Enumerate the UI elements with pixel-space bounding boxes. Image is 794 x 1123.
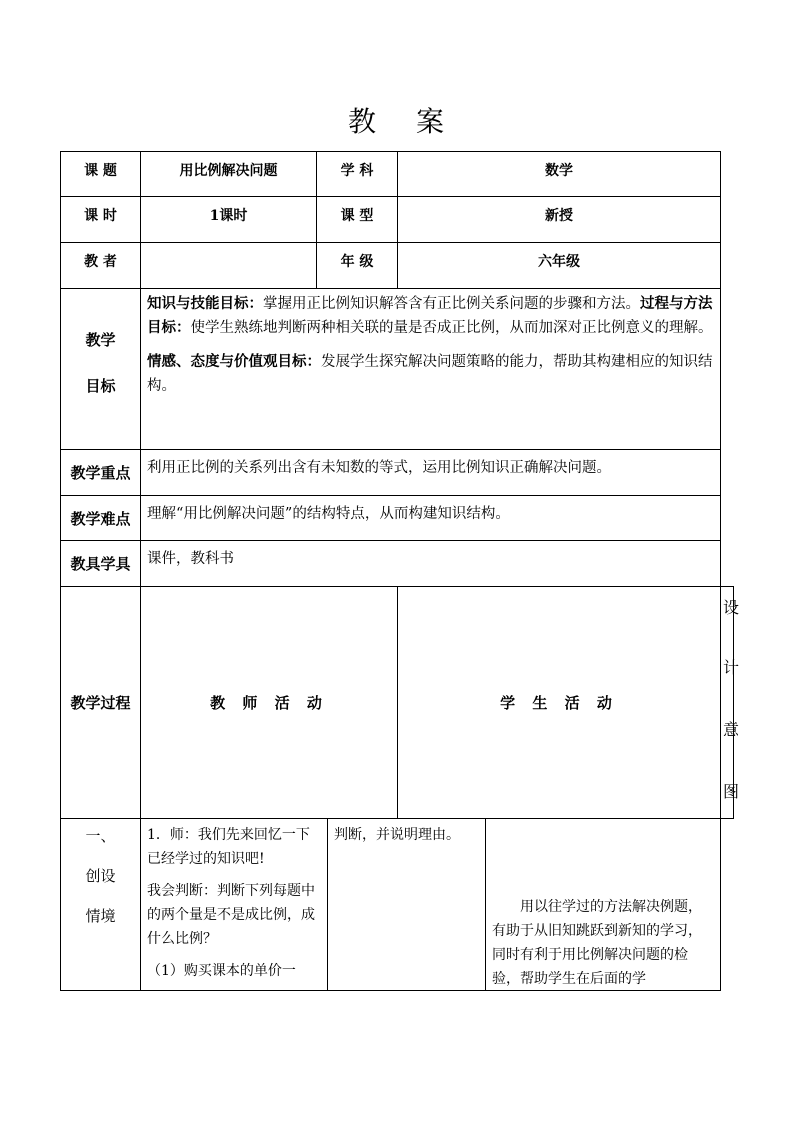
label-discipline: 学 科 [316, 151, 398, 197]
section-1-teacher-activity: 1．师：我们先来回忆一下已经学过的知识吧! 我会判断：判断下列每题中的两个量是不是成比例，成什么比例？ （1）购买课本的单价一 [140, 818, 328, 991]
label-teaching-goals: 教学 目标 [60, 288, 141, 450]
label-lesson-hours: 课 时 [60, 196, 141, 243]
label-subject-topic: 课 题 [60, 151, 141, 197]
goal-knowledge: 知识与技能目标：掌握用正比例知识解答含有正比例关系问题的步骤和方法。过程与方法目标：使学生熟练地判断两种相关联的量是否成正比例，从而加深对正比例意义的理解。 [147, 295, 713, 336]
teaching-goals-content [140, 288, 721, 450]
label-section-1: 一、 创设 情境 [60, 818, 141, 991]
section-1-student-activity: 判断，并说明理由。 [327, 818, 486, 991]
key-point-content: 利用正比例的关系列出含有未知数的等式，运用比例知识正确解决问题。 [140, 449, 721, 496]
label-teaching-process: 教学过程 [60, 586, 141, 819]
value-lesson-hours: 1课时 [140, 196, 317, 243]
label-difficulty: 教学难点 [60, 495, 141, 541]
title-char-2: 案 [416, 105, 447, 138]
design-char-4: 图 [723, 782, 740, 801]
value-lesson-type: 新授 [397, 196, 721, 243]
label-lesson-type: 课 型 [316, 196, 398, 243]
header-teacher-activity: 教 师 活 动 [140, 586, 398, 819]
design-char-1: 设 [723, 598, 740, 617]
tools-content: 课件，教科书 [140, 540, 721, 587]
goal-attitude: 情感、态度与价值观目标：发展学生探究解决问题策略的能力，帮助其构建相应的知识结构。 [147, 353, 713, 394]
label-teacher: 教 者 [60, 242, 141, 289]
label-grade: 年 级 [316, 242, 398, 289]
label-key-point: 教学重点 [60, 449, 141, 496]
difficulty-content: 理解“用比例解决问题”的结构特点，从而构建知识结构。 [140, 495, 721, 541]
document-title [0, 100, 794, 140]
design-char-3: 意 [723, 720, 740, 739]
value-grade: 六年级 [397, 242, 721, 289]
header-student-activity: 学 生 活 动 [397, 586, 721, 819]
label-tools: 教具学具 [60, 540, 141, 587]
title-char-1: 教 [347, 105, 378, 138]
header-design-intent [720, 586, 740, 819]
value-subject-topic: 用比例解决问题 [140, 151, 317, 197]
value-teacher [140, 242, 317, 289]
section-1-design-intent: 用以往学过的方法解决例题，有助于从旧知跳跃到新知的学习，同时有利于用比例解决问题的检验，帮助学生在后面的学 [485, 818, 721, 991]
design-char-2: 计 [723, 658, 740, 677]
value-discipline: 数学 [397, 151, 721, 197]
